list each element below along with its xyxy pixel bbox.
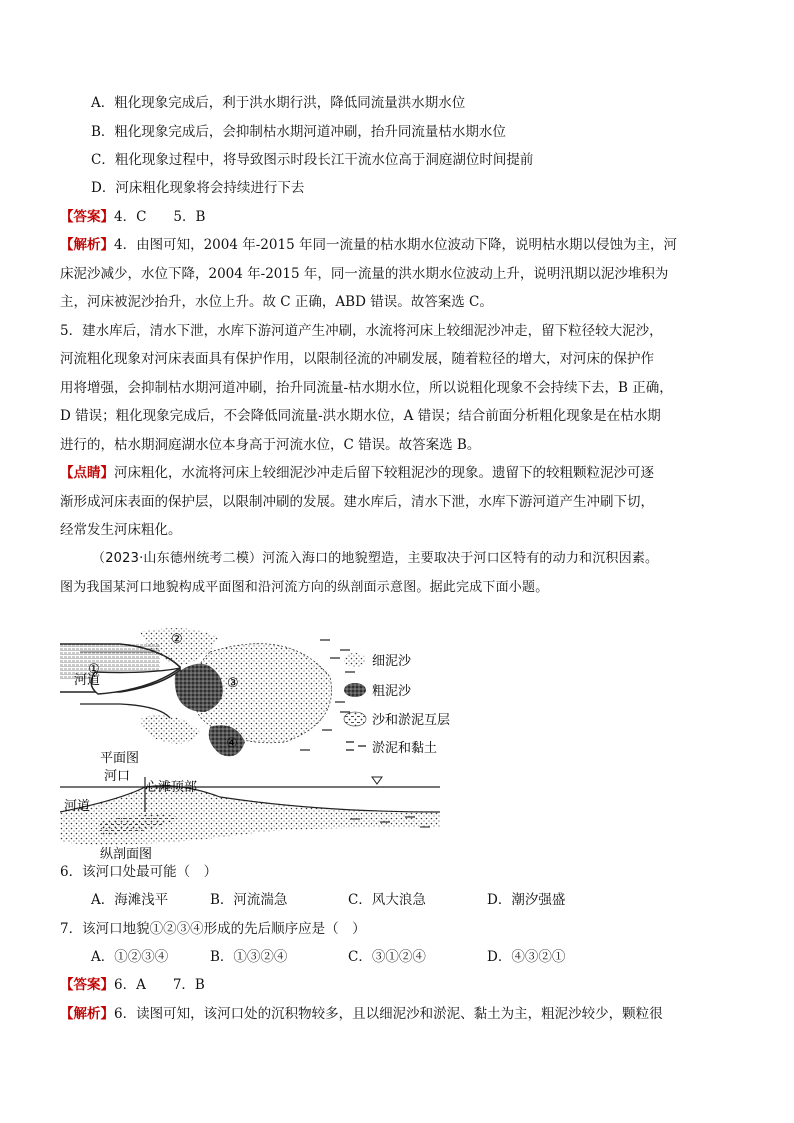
q6-option-a: A．海滩浅平 bbox=[91, 892, 169, 908]
analysis-text-2: 6．读图可知，该河口处的沉积物较多，且以细泥沙和淤泥、黏土为主，粗泥沙较少，颗粒很 bbox=[114, 1006, 663, 1022]
q7-option-d: D．④③②① bbox=[487, 949, 566, 965]
q6-option-c: C．风大浪急 bbox=[348, 892, 426, 908]
legend-fine: 细泥沙 bbox=[372, 654, 412, 669]
answer-tag: 【答案】 bbox=[60, 209, 114, 225]
q7-option-a: A．①②③④ bbox=[91, 949, 169, 965]
analysis-line: 用将增强，会抑制枯水期河道冲刷，抬升同流量-枯水期水位，所以说粗化现象不会持续下去，B 正确， bbox=[60, 380, 673, 396]
legend-swatch-fine bbox=[344, 653, 366, 667]
q7-option-c: C．③①②④ bbox=[348, 949, 426, 965]
answer-block bbox=[60, 207, 205, 227]
river-label-profile: 河道 bbox=[64, 799, 91, 814]
q7-option-b: B．①③②④ bbox=[210, 949, 288, 965]
legend-coarse: 粗泥沙 bbox=[372, 684, 412, 699]
shoal-top-label: 心滩顶部 bbox=[145, 780, 198, 795]
profile-label: 纵剖面图 bbox=[100, 847, 153, 862]
analysis-tag: 【解析】 bbox=[60, 237, 114, 253]
option-d: D．河床粗化现象将会持续进行下去 bbox=[91, 180, 305, 196]
analysis-line: 床泥沙减少，水位下降，2004 年-2015 年，同一流量的洪水期水位波动上升，说明汛期以泥沙堆积为 bbox=[60, 266, 669, 282]
analysis-line: 5．建水库后，清水下泄，水库下游河道产生冲刷，水流将河床上较细泥沙冲走，留下粒径较大泥沙， bbox=[60, 323, 663, 339]
plan-view bbox=[60, 628, 360, 766]
analysis-text: 4．由图可知，2004 年-2015 年同一流量的枯水期水位波动下降，说明枯水期以侵蚀为主，河 bbox=[114, 237, 677, 253]
marker-2: ② bbox=[171, 632, 183, 647]
legend-swatch-coarse bbox=[344, 683, 366, 697]
q6-stem: 6．该河口处最可能（ ） bbox=[60, 864, 218, 880]
option-a: A．粗化现象完成后，利于洪水期行洪，降低同流量洪水期水位 bbox=[91, 95, 466, 111]
legend-swatch-mud bbox=[346, 742, 366, 750]
plan-label: 平面图 bbox=[100, 751, 140, 766]
legend-mixed: 沙和淤泥互层 bbox=[372, 713, 451, 728]
mouth-label: 河口 bbox=[104, 769, 131, 784]
marker-3: ③ bbox=[227, 676, 239, 691]
intro-line: 图为我国某河口地貌构成平面图和沿河流方向的纵剖面示意图。据此完成下面小题。 bbox=[60, 580, 549, 595]
marker-4: ④ bbox=[226, 736, 238, 751]
analysis-line: 主，河床被泥沙抬升，水位上升。故 C 正确，ABD 错误。故答案选 C。 bbox=[60, 294, 493, 310]
answer-text: 4．C 5．B bbox=[114, 209, 206, 225]
tip-line: 渐形成河床表面的保护层，以限制冲刷的发展。建水库后，清水下泄，水库下游河道产生冲刷下切， bbox=[60, 494, 654, 510]
q6-option-b: B．河流湍急 bbox=[210, 892, 288, 908]
analysis-line: 进行的，枯水期洞庭湖水位本身高于河流水位，C 错误。故答案选 B。 bbox=[60, 437, 481, 453]
tip-tag: 【点睛】 bbox=[60, 465, 114, 481]
answer-tag-2: 【答案】 bbox=[60, 977, 114, 993]
tip-text: 河床粗化，水流将河床上较细泥沙冲走后留下较粗泥沙的现象。遗留下的较粗颗粒泥沙可逐 bbox=[114, 465, 654, 481]
analysis-line: 河流粗化现象对河床表面具有保护作用，以限制径流的冲刷发展，随着粒径的增大，对河床的保护作 bbox=[60, 351, 654, 367]
profile-view bbox=[60, 769, 440, 862]
figure-svg bbox=[60, 622, 480, 862]
answer-text-2: 6．A 7．B bbox=[114, 977, 205, 993]
analysis-tag-2: 【解析】 bbox=[60, 1006, 114, 1022]
legend-swatch-mixed bbox=[344, 712, 366, 726]
legend-mud: 淤泥和黏土 bbox=[372, 741, 438, 756]
option-c: C．粗化现象过程中，将导致图示时段长江干流水位高于洞庭湖位时间提前 bbox=[91, 152, 534, 168]
river-label: 河道 bbox=[74, 673, 101, 688]
q7-stem: 7．该河口地貌①②③④形成的先后顺序应是（ ） bbox=[60, 921, 366, 937]
legend bbox=[344, 653, 450, 756]
answer-block-2 bbox=[60, 975, 205, 995]
analysis-line: D 错误；粗化现象完成后，不会降低同流量-洪水期水位，A 错误；结合前面分析粗化现象是在枯水期 bbox=[60, 408, 661, 424]
river-mouth-figure bbox=[60, 622, 480, 862]
intro-line: （2023·山东德州统考二模）河流入海口的地貌塑造，主要取决于河口区特有的动力和沉积因素。 bbox=[92, 551, 659, 566]
tip-line: 经常发生河床粗化。 bbox=[60, 522, 182, 538]
option-b: B．粗化现象完成后，会抑制枯水期河道冲刷，抬升同流量枯水期水位 bbox=[91, 124, 506, 140]
analysis-line bbox=[60, 235, 677, 255]
marker-1: ① bbox=[88, 662, 100, 677]
tip-line bbox=[60, 463, 654, 483]
q6-option-d: D．潮汐强盛 bbox=[487, 892, 566, 908]
analysis-line-2 bbox=[60, 1004, 663, 1024]
